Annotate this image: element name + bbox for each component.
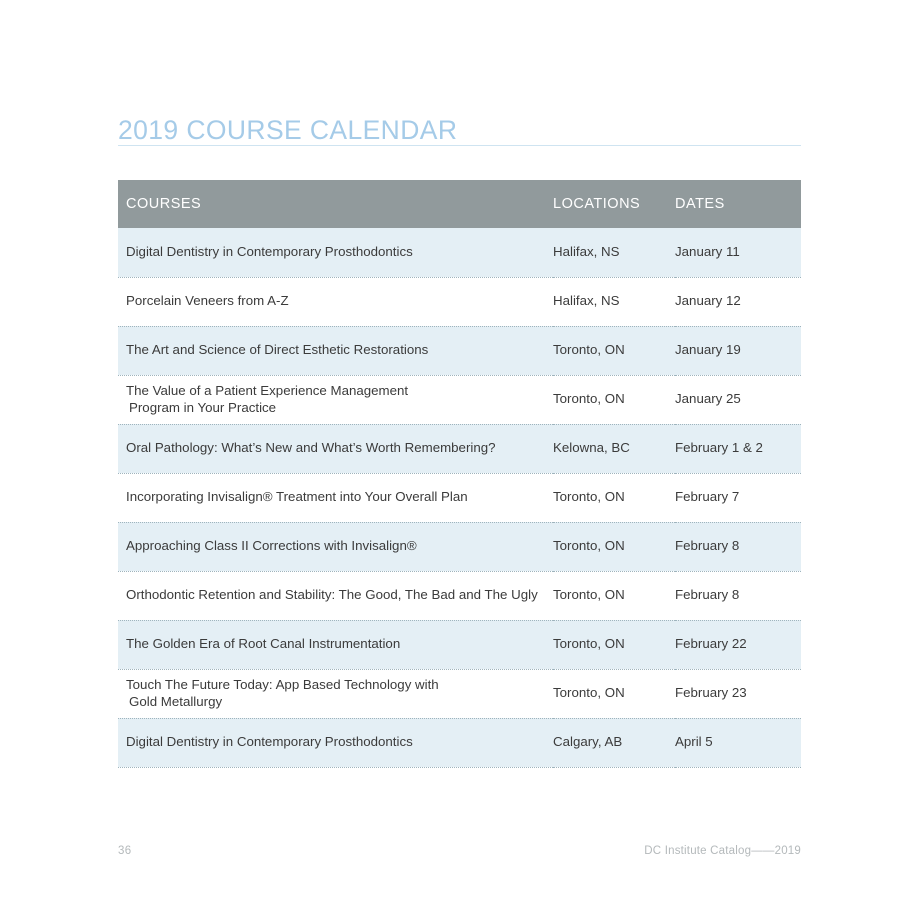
course-calendar-table [118,180,801,768]
cell-date: February 8 [675,571,801,620]
cell-course: Touch The Future Today: App Based Technology with Gold Metallurgy [118,669,553,718]
cell-location: Toronto, ON [553,571,675,620]
cell-course: Porcelain Veneers from A-Z [118,277,553,326]
cell-location: Toronto, ON [553,669,675,718]
cell-location: Toronto, ON [553,375,675,424]
cell-date: February 8 [675,522,801,571]
cell-course: The Value of a Patient Experience Management Program in Your Practice [118,375,553,424]
cell-location: Halifax, NS [553,228,675,277]
cell-course: Oral Pathology: What’s New and What’s Worth Remembering? [118,424,553,473]
cell-date: February 22 [675,620,801,669]
cell-date: January 12 [675,277,801,326]
table-body [118,228,801,767]
table-row [118,473,801,522]
table-row [118,326,801,375]
cell-course: Digital Dentistry in Contemporary Prosthodontics [118,718,553,767]
column-header-locations: LOCATIONS [553,180,675,228]
column-header-dates: DATES [675,180,801,228]
table-row [118,277,801,326]
cell-course: Orthodontic Retention and Stability: The Good, The Bad and The Ugly [118,571,553,620]
cell-date: January 25 [675,375,801,424]
cell-date: January 11 [675,228,801,277]
cell-location: Kelowna, BC [553,424,675,473]
cell-course-line2: Program in Your Practice [129,399,277,415]
cell-date: February 23 [675,669,801,718]
table-row [118,375,801,424]
table-row [118,522,801,571]
table-header-row [118,180,801,228]
table-row [118,669,801,718]
table-row [118,620,801,669]
cell-course: Incorporating Invisalign® Treatment into Your Overall Plan [118,473,553,522]
cell-course-line2: Gold Metallurgy [129,693,223,709]
table-row [118,424,801,473]
page-title: 2019 COURSE CALENDAR [118,114,458,145]
cell-location: Toronto, ON [553,522,675,571]
cell-date: February 7 [675,473,801,522]
cell-date: February 1 & 2 [675,424,801,473]
cell-date: January 19 [675,326,801,375]
column-header-courses: COURSES [118,180,553,228]
cell-course: Approaching Class II Corrections with Invisalign® [118,522,553,571]
footer-caption: DC Institute Catalog——2019 [644,845,801,857]
title-divider [118,145,801,146]
cell-location: Calgary, AB [553,718,675,767]
cell-date: April 5 [675,718,801,767]
cell-location: Toronto, ON [553,473,675,522]
cell-location: Toronto, ON [553,620,675,669]
footer-page-number: 36 [118,845,132,857]
cell-course: The Art and Science of Direct Esthetic Restorations [118,326,553,375]
table-row [118,228,801,277]
table-row [118,571,801,620]
cell-course: The Golden Era of Root Canal Instrumentation [118,620,553,669]
cell-course: Digital Dentistry in Contemporary Prosthodontics [118,228,553,277]
cell-location: Toronto, ON [553,326,675,375]
cell-location: Halifax, NS [553,277,675,326]
table-header [118,180,801,228]
table-row [118,718,801,767]
